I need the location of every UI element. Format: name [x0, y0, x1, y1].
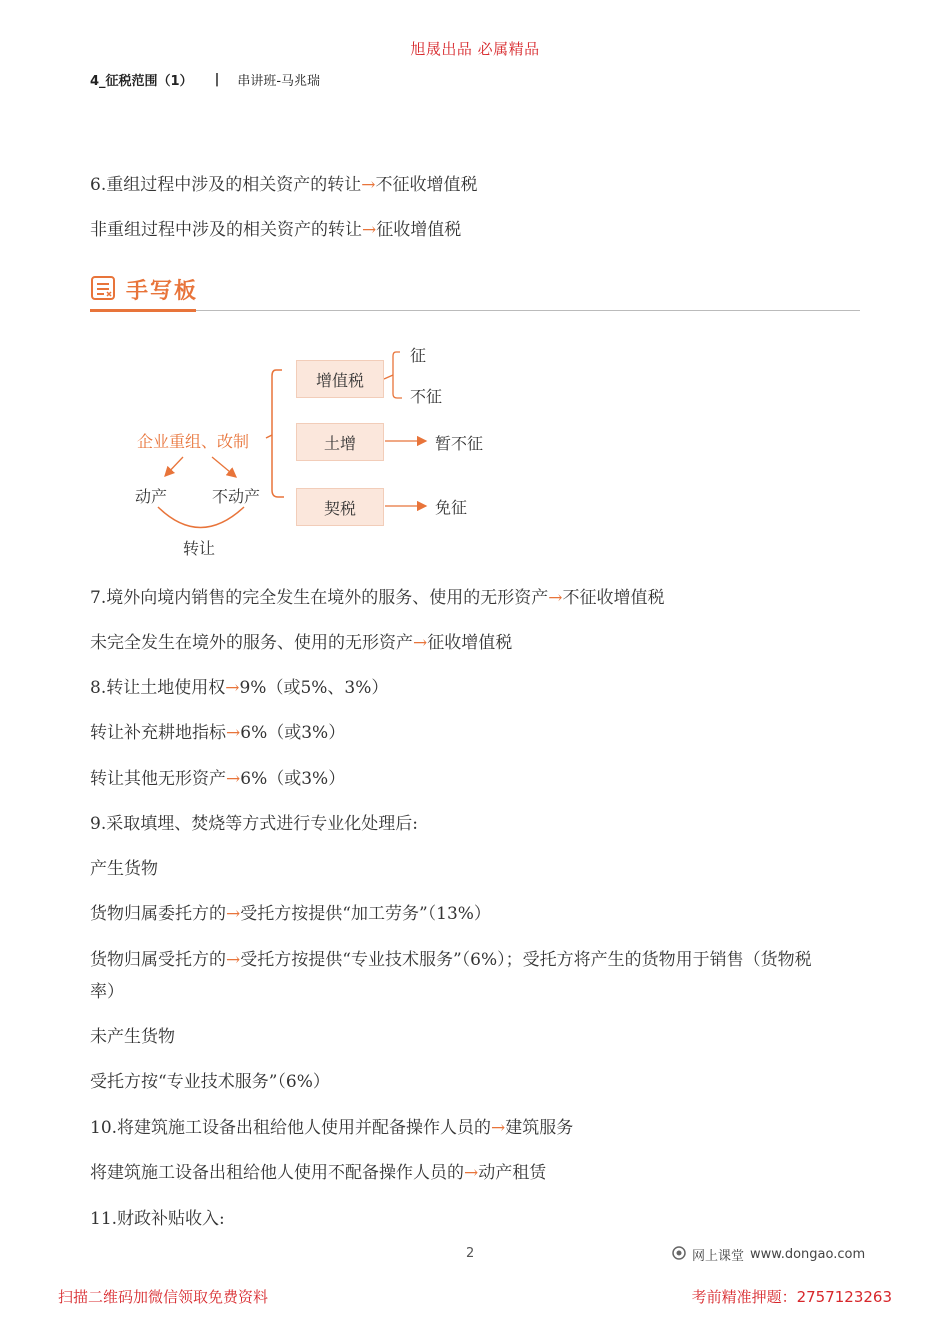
arrow-icon: →: [226, 950, 241, 970]
box-vat: 增值税: [296, 360, 384, 398]
arrow-icon: →: [226, 904, 241, 924]
text-line: 7.境外向境内销售的完全发生在境外的服务、使用的无形资产→不征收增值税: [90, 588, 665, 608]
text-line: 将建筑施工设备出租给他人使用不配备操作人员的→动产租赁: [90, 1163, 547, 1183]
chapter-title: 4_征税范围（1）: [90, 74, 193, 89]
text-line: 货物归属受托方的→受托方按提供“专业技术服务”（6%）；受托方将产生的货物用于销售（货物税: [90, 950, 812, 970]
arrow-to-immovable: [212, 457, 236, 477]
box-land-tax: 土增: [296, 423, 384, 461]
text-line: 非重组过程中涉及的相关资产的转让→征收增值税: [90, 220, 462, 240]
handwriting-title: 手写板: [126, 278, 199, 304]
arrow-icon: →: [226, 723, 241, 743]
promo-qr-text: 扫描二维码加微信领取免费资料: [58, 1288, 269, 1306]
text-line: 11.财政补贴收入:: [90, 1209, 225, 1229]
text-line: 8.转让土地使用权→9%（或5%、3%）: [90, 678, 389, 698]
brand-url[interactable]: www.dongao.com: [750, 1247, 866, 1262]
restructuring-diagram: [0, 0, 950, 600]
text-line: 产生货物: [90, 859, 158, 879]
arrow-icon: →: [361, 175, 376, 195]
text-line: 率）: [90, 982, 124, 1002]
header-separator: |: [214, 72, 220, 87]
text-line: 转让补充耕地指标→6%（或3%）: [90, 723, 346, 743]
text-line: 受托方按“专业技术服务”（6%）: [90, 1072, 330, 1092]
vat-no-levy: 不征: [410, 387, 443, 406]
arrow-icon: →: [413, 633, 428, 653]
text-line: 10.将建筑施工设备出租给他人使用并配备操作人员的→建筑服务: [90, 1118, 574, 1138]
brand-name: 网上课堂: [692, 1249, 745, 1264]
diagram-root: 企业重组、改制: [137, 432, 250, 451]
vat-bracket: [393, 352, 402, 398]
vat-levy: 征: [410, 346, 427, 365]
page-number: 2: [466, 1246, 475, 1261]
diagram-movable: 动产: [135, 487, 168, 506]
arrow-icon: →: [548, 588, 563, 608]
text-line: 转让其他无形资产→6%（或3%）: [90, 769, 346, 789]
arrow-icon: →: [491, 1118, 506, 1138]
diagram-transfer: 转让: [183, 539, 216, 558]
text-line: 9.采取填埋、焚烧等方式进行专业化处理后:: [90, 814, 418, 834]
arrow-icon: →: [226, 769, 241, 789]
land-tax-result: 暂不征: [435, 434, 484, 453]
text-line: 未完全发生在境外的服务、使用的无形资产→征收增值税: [90, 633, 513, 653]
diagram-immovable: 不动产: [212, 487, 261, 506]
transfer-arc: [158, 507, 244, 528]
footer-brand: [672, 1245, 865, 1264]
text-line: 6.重组过程中涉及的相关资产的转让→不征收增值税: [90, 175, 478, 195]
diagram-lines: [0, 0, 950, 600]
arrow-icon: →: [225, 678, 240, 698]
course-name: 串讲班-马兆瑞: [237, 74, 321, 89]
top-banner: 旭晟出品 必属精品: [410, 40, 540, 58]
main-bracket: [272, 370, 284, 497]
dongao-logo-icon: [672, 1246, 686, 1264]
box-deed-tax: 契税: [296, 488, 384, 526]
arrow-icon: →: [362, 220, 377, 240]
promo-contact-text: 考前精准押题：2757123263: [691, 1288, 892, 1306]
arrow-to-movable: [165, 457, 183, 476]
arrow-icon: →: [464, 1163, 479, 1183]
text-line: 未产生货物: [90, 1027, 175, 1047]
deed-tax-result: 免征: [435, 498, 468, 517]
text-line: 货物归属委托方的→受托方按提供“加工劳务”（13%）: [90, 904, 491, 924]
